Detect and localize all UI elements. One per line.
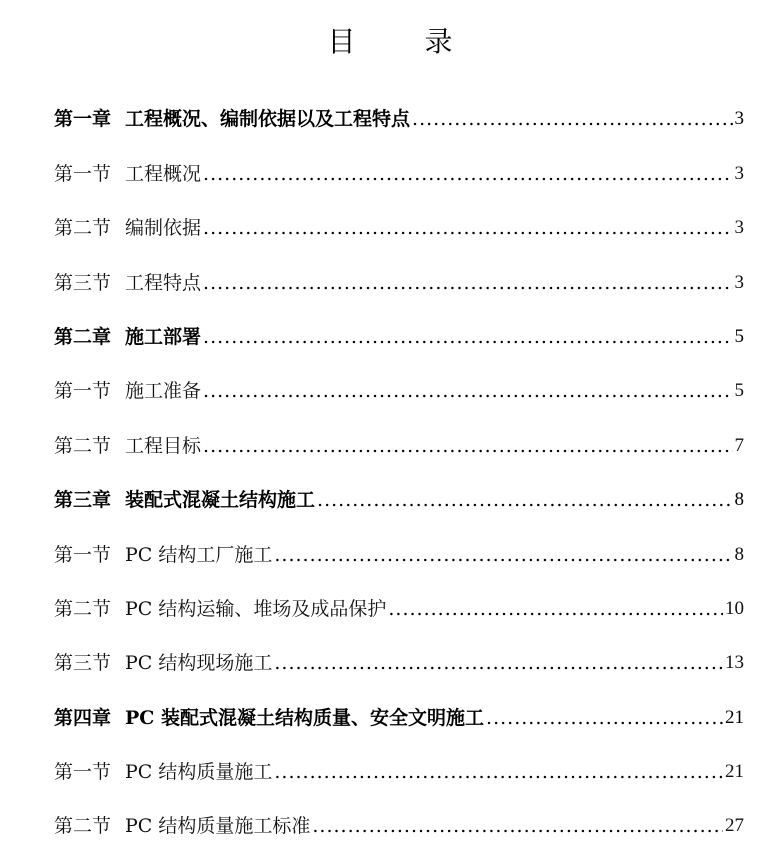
toc-entry-chapter-1[interactable] [54, 80, 744, 134]
toc-entry-prefix: 第一节 [54, 543, 112, 566]
dot-leader [388, 594, 723, 624]
toc-entry-section[interactable] [54, 787, 744, 841]
toc-page-number: 8 [734, 489, 744, 511]
toc-entry-prefix: 第四章 [54, 706, 112, 729]
toc-entry-title: PC 装配式混凝土结构质量、安全文明施工 [125, 706, 485, 729]
toc-page-number: 10 [725, 597, 744, 619]
toc-entry-title: 工程目标 [125, 434, 202, 457]
toc-entry-title: PC 结构运输、堆场及成品保护 [125, 597, 387, 620]
toc-entry-chapter-4[interactable] [54, 678, 744, 732]
toc-page-number: 3 [734, 108, 744, 130]
dot-leader [317, 485, 732, 515]
toc-entry-chapter-3[interactable] [54, 461, 744, 515]
dot-leader [312, 811, 723, 841]
toc-page-number: 5 [734, 325, 744, 347]
toc-entry-prefix: 第二节 [54, 815, 112, 838]
dot-leader [274, 757, 723, 787]
page-title: 目 录 [327, 25, 483, 58]
toc-entry-prefix: 第一节 [54, 162, 112, 185]
toc-page-number: 3 [734, 162, 744, 184]
toc-entry-section[interactable] [54, 733, 744, 787]
toc-entry-prefix: 第一章 [54, 108, 112, 131]
toc-entry-title: 工程概况 [125, 162, 202, 185]
toc-entry-section[interactable] [54, 570, 744, 624]
toc-entry-chapter-2[interactable] [54, 298, 744, 352]
dot-leader [203, 268, 732, 298]
toc-page-number: 21 [725, 706, 744, 728]
toc-entry-title: PC 结构工厂施工 [125, 543, 273, 566]
toc-entry-prefix: 第二节 [54, 217, 112, 240]
toc-page-number: 27 [725, 815, 744, 837]
dot-leader [274, 540, 732, 570]
toc-entry-section[interactable] [54, 243, 744, 297]
table-of-contents [54, 80, 744, 841]
toc-entry-title: 装配式混凝土结构施工 [125, 489, 316, 512]
toc-entry-title: 施工部署 [125, 325, 202, 348]
toc-page-number: 21 [725, 761, 744, 783]
dot-leader [274, 648, 723, 678]
dot-leader [203, 376, 732, 406]
toc-entry-prefix: 第二节 [54, 434, 112, 457]
toc-entry-title: 编制依据 [125, 217, 202, 240]
toc-entry-title: PC 结构质量施工标准 [125, 815, 311, 838]
toc-entry-prefix: 第三节 [54, 271, 112, 294]
toc-page-number: 3 [734, 217, 744, 239]
toc-entry-section[interactable] [54, 352, 744, 406]
toc-page-number: 8 [734, 543, 744, 565]
toc-entry-section[interactable] [54, 406, 744, 460]
dot-leader [203, 431, 732, 461]
toc-entry-title: 施工准备 [125, 380, 202, 403]
toc-entry-prefix: 第一节 [54, 380, 112, 403]
toc-entry-title: PC 结构现场施工 [125, 652, 273, 675]
dot-leader [203, 213, 732, 243]
toc-entry-section[interactable] [54, 515, 744, 569]
toc-entry-section[interactable] [54, 134, 744, 188]
toc-page-number: 3 [734, 271, 744, 293]
toc-entry-title: 工程概况、编制依据以及工程特点 [125, 108, 411, 131]
toc-entry-prefix: 第二节 [54, 597, 112, 620]
toc-page-number: 5 [734, 380, 744, 402]
dot-leader [203, 322, 732, 352]
dot-leader [486, 703, 723, 733]
toc-page-number: 7 [734, 434, 744, 456]
dot-leader [203, 159, 732, 189]
toc-page-number: 13 [725, 652, 744, 674]
toc-entry-prefix: 第二章 [54, 325, 112, 348]
dot-leader [412, 104, 732, 134]
toc-entry-title: 工程特点 [125, 271, 202, 294]
toc-entry-prefix: 第一节 [54, 761, 112, 784]
toc-entry-section[interactable] [54, 624, 744, 678]
toc-entry-section[interactable] [54, 189, 744, 243]
toc-entry-prefix: 第三节 [54, 652, 112, 675]
toc-entry-title: PC 结构质量施工 [125, 761, 273, 784]
toc-entry-prefix: 第三章 [54, 489, 112, 512]
